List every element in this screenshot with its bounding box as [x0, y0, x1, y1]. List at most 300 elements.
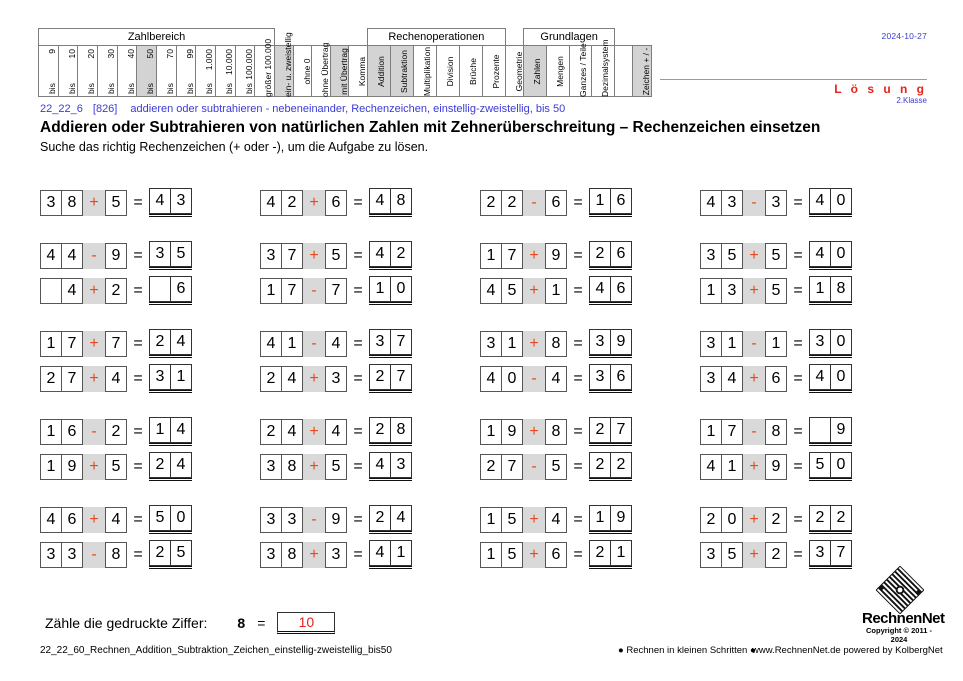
math-problem	[700, 241, 852, 270]
digit-box[interactable]: 0	[830, 241, 852, 267]
operator-box[interactable]: +	[523, 419, 545, 445]
result-group	[149, 540, 192, 569]
digit-box[interactable]: 2	[260, 366, 282, 392]
digit-box[interactable]: 1	[480, 507, 502, 533]
digit-box[interactable]: 2	[830, 505, 852, 531]
digit-box[interactable]: 5	[105, 454, 127, 480]
digit-box[interactable]: 6	[545, 542, 567, 568]
empty-digit-box[interactable]	[809, 417, 831, 443]
digit-box[interactable]: 3	[721, 278, 743, 304]
digit-box[interactable]: 1	[390, 540, 412, 566]
math-problem	[700, 452, 852, 481]
digit-box[interactable]: 4	[105, 507, 127, 533]
operator-box[interactable]: +	[303, 542, 325, 568]
operator-box[interactable]: +	[303, 243, 325, 269]
digit-box[interactable]: 8	[390, 417, 412, 443]
group-spacer	[40, 305, 920, 329]
digit-box[interactable]: 2	[369, 364, 391, 390]
digit-box[interactable]: 4	[149, 188, 171, 214]
digit-box[interactable]: 2	[765, 507, 787, 533]
operator-box[interactable]: -	[743, 190, 765, 216]
digit-box[interactable]: 4	[369, 452, 391, 478]
operator-box[interactable]: +	[523, 278, 545, 304]
category-col-70[interactable]	[157, 46, 177, 97]
digit-box[interactable]: 5	[765, 243, 787, 269]
equals-sign: =	[353, 457, 363, 475]
digit-box[interactable]: 2	[369, 505, 391, 531]
digit-box[interactable]: 2	[149, 452, 171, 478]
digit-box[interactable]: 3	[170, 188, 192, 214]
result-group	[369, 329, 412, 358]
digit-box[interactable]: 4	[325, 331, 347, 357]
digit-box[interactable]: 0	[830, 364, 852, 390]
digit-box[interactable]: 4	[721, 366, 743, 392]
digit-box[interactable]: 1	[40, 331, 62, 357]
digit-box[interactable]: 2	[480, 454, 502, 480]
operator-box[interactable]: -	[303, 507, 325, 533]
digit-box[interactable]: 3	[325, 542, 347, 568]
category-col-prozente[interactable]	[482, 46, 505, 97]
digit-box[interactable]: 0	[721, 507, 743, 533]
digit-box[interactable]: 3	[765, 190, 787, 216]
digit-box[interactable]: 9	[610, 505, 632, 531]
digit-box[interactable]: 4	[369, 540, 391, 566]
category-col-top-label: ohne Übertrag	[320, 42, 331, 97]
operator-box[interactable]: +	[303, 419, 325, 445]
digit-box[interactable]: 2	[610, 452, 632, 478]
math-problem	[40, 241, 192, 270]
digit-box[interactable]: 6	[610, 276, 632, 302]
digit-box[interactable]: 2	[105, 419, 127, 445]
operator-box[interactable]: +	[523, 507, 545, 533]
digit-box[interactable]: 1	[809, 276, 831, 302]
digit-box[interactable]: 1	[40, 454, 62, 480]
count-task-digit: 8	[237, 615, 246, 631]
category-col-zahlen[interactable]	[524, 46, 547, 97]
digit-box[interactable]: 5	[325, 454, 347, 480]
digit-box[interactable]: 5	[721, 243, 743, 269]
digit-box[interactable]: 3	[281, 507, 303, 533]
math-problem	[700, 417, 852, 446]
digit-box[interactable]: 2	[501, 190, 523, 216]
digit-box[interactable]: 7	[105, 331, 127, 357]
digit-box[interactable]: 5	[809, 452, 831, 478]
digit-box[interactable]: 3	[260, 243, 282, 269]
operator-box[interactable]: -	[523, 190, 545, 216]
digit-box[interactable]: 8	[281, 542, 303, 568]
category-col-ganzes-teile[interactable]	[569, 43, 592, 97]
digit-box[interactable]: 3	[589, 329, 611, 355]
digit-box[interactable]: 3	[149, 364, 171, 390]
operator-box[interactable]: -	[303, 331, 325, 357]
operator-box[interactable]: +	[743, 278, 765, 304]
math-problem	[700, 188, 852, 217]
operator-box[interactable]: -	[523, 454, 545, 480]
digit-box[interactable]: 5	[721, 542, 743, 568]
equals-sign: =	[353, 369, 363, 387]
equals-sign: =	[573, 545, 583, 563]
digit-box[interactable]: 4	[260, 190, 282, 216]
category-col-top-label: größer 100.000	[263, 38, 274, 97]
digit-box[interactable]: 2	[589, 241, 611, 267]
file-name-label: 22_22_60_Rechnen_Addition_Subtraktion_Zeichen_einstellig-zweistellig_bis50	[40, 645, 392, 656]
digit-box[interactable]: 3	[700, 243, 722, 269]
digit-box[interactable]: 9	[765, 454, 787, 480]
digit-box[interactable]: 7	[61, 366, 83, 392]
digit-box[interactable]: 4	[809, 364, 831, 390]
category-col-bottom-label: bis	[66, 83, 77, 94]
category-col-geometrie[interactable]	[505, 46, 524, 97]
sheet-description: addieren oder subtrahieren - nebeneinander, Rechenzeichen, einstellig-zweistellig, bis 50	[130, 103, 566, 115]
digit-box[interactable]: 2	[40, 366, 62, 392]
result-group	[809, 505, 852, 534]
digit-box[interactable]: 6	[61, 507, 83, 533]
digit-box[interactable]: 4	[281, 419, 303, 445]
digit-box[interactable]: 7	[281, 243, 303, 269]
category-col-top-label: Prozente	[490, 54, 501, 89]
category-col-ein-u-zweistellig[interactable]	[275, 32, 294, 97]
category-col-top-label: Mengen	[555, 56, 566, 87]
digit-box[interactable]: 6	[765, 366, 787, 392]
problem-row	[40, 276, 920, 305]
category-col-blank[interactable]	[614, 46, 633, 97]
digit-box[interactable]: 3	[721, 190, 743, 216]
operator-box[interactable]: -	[303, 278, 325, 304]
digit-box[interactable]: 7	[610, 417, 632, 443]
digit-box[interactable]: 6	[325, 190, 347, 216]
digit-box[interactable]: 8	[61, 190, 83, 216]
equals-sign: =	[133, 281, 143, 299]
digit-box[interactable]: 9	[501, 419, 523, 445]
page-title: Addieren oder Subtrahieren von natürlichen Zahlen mit Zehnerüberschreitung – Rechenzeichen einsetzen	[40, 119, 821, 136]
digit-box[interactable]: 6	[610, 241, 632, 267]
digit-box[interactable]: 2	[149, 540, 171, 566]
category-col-division[interactable]	[436, 46, 459, 97]
digit-box[interactable]: 4	[700, 190, 722, 216]
digit-box[interactable]: 4	[480, 278, 502, 304]
digit-box[interactable]: 9	[830, 417, 852, 443]
digit-box[interactable]: 4	[61, 243, 83, 269]
category-col-top-label: 9	[47, 49, 57, 54]
result-group	[589, 452, 632, 481]
digit-box[interactable]: 6	[610, 188, 632, 214]
digit-box[interactable]: 9	[325, 507, 347, 533]
digit-box[interactable]: 6	[170, 276, 192, 302]
category-col-1-000[interactable]	[196, 46, 216, 97]
digit-box[interactable]: 5	[501, 542, 523, 568]
operator-box[interactable]: +	[83, 331, 105, 357]
digit-box[interactable]: 1	[545, 278, 567, 304]
digit-box[interactable]: 7	[390, 329, 412, 355]
digit-box[interactable]: 3	[390, 452, 412, 478]
digit-box[interactable]: 3	[809, 329, 831, 355]
digit-box[interactable]: 7	[281, 278, 303, 304]
digit-box[interactable]: 5	[170, 540, 192, 566]
digit-box[interactable]: 5	[501, 278, 523, 304]
digit-box[interactable]: 4	[40, 507, 62, 533]
digit-box[interactable]: 1	[721, 454, 743, 480]
digit-box[interactable]: 3	[700, 542, 722, 568]
math-problem	[40, 188, 192, 217]
digit-box[interactable]: 4	[545, 507, 567, 533]
digit-box[interactable]: 2	[260, 419, 282, 445]
digit-box[interactable]: 1	[700, 278, 722, 304]
digit-box[interactable]: 4	[700, 454, 722, 480]
result-group	[589, 241, 632, 270]
operator-box[interactable]: -	[743, 331, 765, 357]
operator-box[interactable]: +	[83, 278, 105, 304]
digit-box[interactable]: 8	[105, 542, 127, 568]
digit-box[interactable]: 9	[610, 329, 632, 355]
operator-box[interactable]: -	[83, 243, 105, 269]
digit-box[interactable]: 8	[765, 419, 787, 445]
operator-box[interactable]: -	[743, 419, 765, 445]
category-col-dezimalsystem[interactable]	[592, 39, 615, 97]
math-problem	[480, 188, 632, 217]
digit-box[interactable]: 8	[545, 331, 567, 357]
digit-box[interactable]: 4	[809, 188, 831, 214]
digit-box[interactable]: 3	[480, 331, 502, 357]
digit-box[interactable]: 1	[480, 243, 502, 269]
digit-box[interactable]: 1	[480, 419, 502, 445]
category-col-subtraktion[interactable]	[390, 46, 413, 97]
digit-box[interactable]: 5	[545, 454, 567, 480]
digit-box[interactable]: 3	[149, 241, 171, 267]
digit-box[interactable]: 8	[830, 276, 852, 302]
category-col-top-label: 99	[184, 49, 195, 59]
problem-cell	[480, 364, 700, 393]
digit-box[interactable]: 3	[369, 329, 391, 355]
digit-box[interactable]: 1	[40, 419, 62, 445]
digit-box[interactable]: 6	[610, 364, 632, 390]
operator-box[interactable]: +	[83, 507, 105, 533]
digit-box[interactable]: 3	[260, 507, 282, 533]
digit-box[interactable]: 7	[501, 454, 523, 480]
category-col-ohne-0[interactable]	[293, 46, 312, 97]
result-group	[369, 452, 412, 481]
category-col-komma[interactable]	[349, 46, 368, 97]
category-col-ohne-bertrag[interactable]	[312, 42, 331, 97]
digit-box[interactable]: 1	[149, 417, 171, 443]
logo-wordmark: RechnenNet	[862, 610, 945, 627]
category-col-mit-bertrag[interactable]	[330, 46, 349, 97]
category-col-10[interactable]	[58, 46, 78, 97]
digit-box[interactable]: 2	[105, 278, 127, 304]
digit-box[interactable]: 7	[325, 278, 347, 304]
digit-box[interactable]: 1	[501, 331, 523, 357]
equals-sign: =	[793, 422, 803, 440]
equals-sign: =	[573, 193, 583, 211]
digit-box[interactable]: 0	[830, 188, 852, 214]
problem-cell	[260, 329, 480, 358]
digit-box[interactable]: 4	[589, 276, 611, 302]
digit-box[interactable]: 3	[61, 542, 83, 568]
digit-box[interactable]: 8	[545, 419, 567, 445]
operator-box[interactable]: +	[523, 542, 545, 568]
digit-box[interactable]: 3	[40, 190, 62, 216]
category-col-top-label: Zahlen	[532, 58, 543, 85]
digit-box[interactable]: 5	[501, 507, 523, 533]
digit-box[interactable]: 1	[700, 419, 722, 445]
digit-box[interactable]: 2	[149, 329, 171, 355]
digit-box[interactable]: 1	[369, 276, 391, 302]
operator-box[interactable]: -	[83, 419, 105, 445]
digit-box[interactable]: 1	[765, 331, 787, 357]
digit-box[interactable]: 4	[170, 452, 192, 478]
operator-box[interactable]: +	[523, 331, 545, 357]
digit-box[interactable]: 0	[830, 452, 852, 478]
digit-box[interactable]: 2	[589, 452, 611, 478]
digit-box[interactable]: 8	[281, 454, 303, 480]
digit-box[interactable]: 4	[61, 278, 83, 304]
category-col-50[interactable]	[137, 46, 157, 97]
operator-box[interactable]: -	[523, 366, 545, 392]
math-problem	[260, 417, 412, 446]
category-col-br-che[interactable]	[459, 46, 482, 97]
digit-box[interactable]: 6	[61, 419, 83, 445]
empty-digit-box[interactable]	[40, 278, 62, 304]
digit-box[interactable]: 3	[809, 540, 831, 566]
digit-box[interactable]: 1	[480, 542, 502, 568]
equals-sign: =	[573, 457, 583, 475]
digit-box[interactable]: 4	[105, 366, 127, 392]
digit-box[interactable]: 1	[281, 331, 303, 357]
category-table	[38, 28, 652, 97]
operator-box[interactable]: +	[83, 454, 105, 480]
digit-box[interactable]: 6	[545, 190, 567, 216]
digit-box[interactable]: 3	[589, 364, 611, 390]
digit-box[interactable]: 9	[105, 243, 127, 269]
digit-box[interactable]: 2	[281, 190, 303, 216]
digit-box[interactable]: 4	[809, 241, 831, 267]
operator-box[interactable]: +	[523, 243, 545, 269]
digit-box[interactable]: 0	[830, 329, 852, 355]
digit-box[interactable]: 3	[700, 331, 722, 357]
category-col-10-000[interactable]	[216, 46, 236, 97]
category-col-20[interactable]	[78, 46, 98, 97]
result-group	[589, 505, 632, 534]
digit-box[interactable]: 4	[369, 241, 391, 267]
digit-box[interactable]: 1	[170, 364, 192, 390]
category-col-zeichen-[interactable]	[633, 46, 652, 97]
digit-box[interactable]: 7	[501, 243, 523, 269]
category-col-mengen[interactable]	[547, 46, 570, 97]
digit-box[interactable]: 4	[390, 505, 412, 531]
count-task-answer-box[interactable]: 10	[277, 612, 335, 634]
operator-box[interactable]: +	[743, 542, 765, 568]
category-col-9[interactable]	[39, 46, 59, 97]
digit-box[interactable]: 9	[545, 243, 567, 269]
equals-sign: =	[353, 281, 363, 299]
digit-box[interactable]: 7	[61, 331, 83, 357]
equals-sign: =	[353, 545, 363, 563]
digit-box[interactable]: 3	[325, 366, 347, 392]
digit-box[interactable]: 2	[589, 417, 611, 443]
digit-box[interactable]: 5	[170, 241, 192, 267]
digit-box[interactable]: 4	[170, 329, 192, 355]
digit-box[interactable]: 1	[589, 188, 611, 214]
category-col-40[interactable]	[117, 46, 137, 97]
category-col-gr-er-100-000[interactable]	[255, 38, 275, 97]
digit-box[interactable]: 0	[390, 276, 412, 302]
empty-digit-box[interactable]	[149, 276, 171, 302]
digit-box[interactable]: 4	[260, 331, 282, 357]
digit-box[interactable]: 7	[830, 540, 852, 566]
result-group	[149, 505, 192, 534]
spiral-logo-icon	[876, 566, 924, 614]
digit-box[interactable]: 2	[369, 417, 391, 443]
digit-box[interactable]: 2	[809, 505, 831, 531]
operator-box[interactable]: -	[83, 542, 105, 568]
digit-box[interactable]: 1	[589, 505, 611, 531]
operator-box[interactable]: +	[303, 366, 325, 392]
category-col-99[interactable]	[176, 46, 196, 97]
digit-box[interactable]: 9	[61, 454, 83, 480]
problem-cell	[40, 276, 260, 305]
operator-box[interactable]: +	[743, 507, 765, 533]
digit-box[interactable]: 0	[501, 366, 523, 392]
digit-box[interactable]: 7	[390, 364, 412, 390]
operator-box[interactable]: +	[303, 454, 325, 480]
digit-box[interactable]: 4	[170, 417, 192, 443]
digit-box[interactable]: 2	[390, 241, 412, 267]
category-col-100-000[interactable]	[235, 46, 255, 97]
category-col-addition[interactable]	[367, 46, 390, 97]
operator-box[interactable]: +	[83, 366, 105, 392]
digit-box[interactable]: 1	[610, 540, 632, 566]
digit-box[interactable]: 5	[325, 243, 347, 269]
category-col-30[interactable]	[98, 46, 118, 97]
digit-box[interactable]: 4	[281, 366, 303, 392]
digit-box[interactable]: 4	[325, 419, 347, 445]
digit-box[interactable]: 4	[480, 366, 502, 392]
operator-box[interactable]: +	[83, 190, 105, 216]
category-col-top-label: 70	[165, 49, 176, 59]
problem-cell	[260, 452, 480, 481]
category-col-top-label: Dezimalsystem	[600, 39, 611, 97]
math-problem	[40, 364, 192, 393]
operator-box[interactable]: +	[743, 454, 765, 480]
digit-box[interactable]: 2	[480, 190, 502, 216]
problem-cell	[700, 452, 920, 481]
digit-box[interactable]: 4	[369, 188, 391, 214]
operator-box[interactable]: +	[303, 190, 325, 216]
category-col-multiplikation[interactable]	[413, 46, 436, 97]
equals-sign: =	[133, 246, 143, 264]
digit-box[interactable]: 4	[545, 366, 567, 392]
digit-box[interactable]: 0	[170, 505, 192, 531]
digit-box[interactable]: 1	[721, 331, 743, 357]
digit-box[interactable]: 3	[260, 454, 282, 480]
digit-box[interactable]: 5	[765, 278, 787, 304]
digit-box[interactable]: 5	[149, 505, 171, 531]
digit-box[interactable]: 3	[260, 542, 282, 568]
digit-box[interactable]: 3	[40, 542, 62, 568]
digit-box[interactable]: 8	[390, 188, 412, 214]
digit-box[interactable]: 7	[721, 419, 743, 445]
digit-box[interactable]: 3	[700, 366, 722, 392]
equals-sign: =	[133, 457, 143, 475]
digit-box[interactable]: 1	[260, 278, 282, 304]
operator-box[interactable]: +	[743, 243, 765, 269]
operator-box[interactable]: +	[743, 366, 765, 392]
digit-box[interactable]: 2	[589, 540, 611, 566]
category-col-bottom-label: bis	[125, 83, 136, 94]
digit-box[interactable]: 2	[700, 507, 722, 533]
digit-box[interactable]: 5	[105, 190, 127, 216]
digit-box[interactable]: 4	[40, 243, 62, 269]
digit-box[interactable]: 2	[765, 542, 787, 568]
